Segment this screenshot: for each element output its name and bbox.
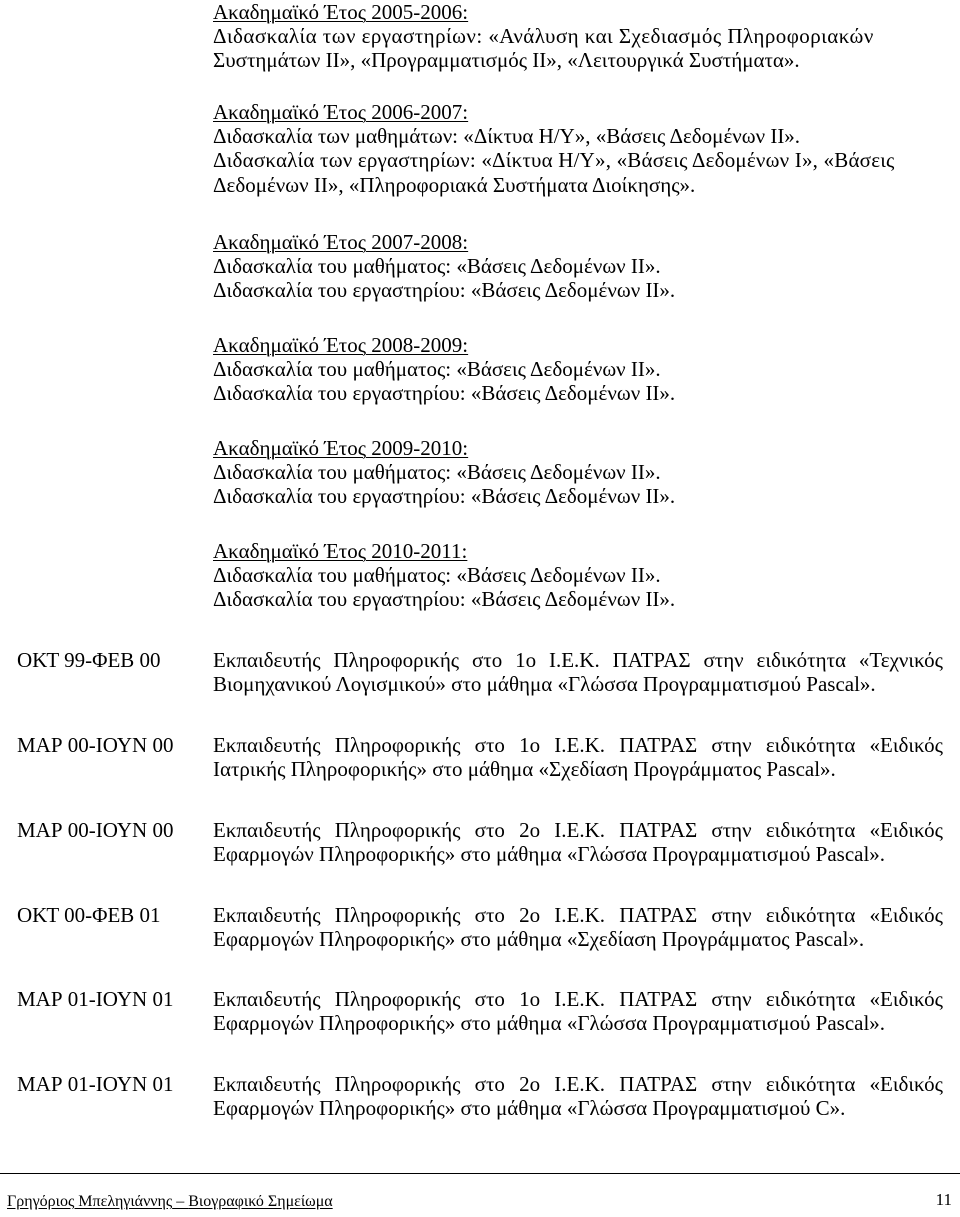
footer-separator: – — [172, 1193, 189, 1210]
entry-date: ΜΑΡ 01-ΙΟΥΝ 01 — [17, 987, 174, 1011]
entry-date: ΟΚΤ 99-ΦΕΒ 00 — [17, 648, 161, 672]
entry-text: Εκπαιδευτής Πληροφορικής στο 1ο Ι.Ε.Κ. ΠΑΤΡΑΣ στην ειδικότητα «Τεχνικός Βιομηχανικού Λογισμικού» στο μάθημα «Γλώσσα Προγραμματισμού Pascal». — [213, 648, 943, 697]
year-line: Διδασκαλία του μαθήματος: «Βάσεις Δεδομένων ΙΙ». — [213, 460, 661, 485]
year-line: Συστημάτων ΙΙ», «Προγραμματισμός ΙΙ», «Λειτουργικά Συστήματα». — [213, 48, 800, 73]
year-line: Διδασκαλία του εργαστηρίου: «Βάσεις Δεδομένων ΙΙ». — [213, 381, 676, 406]
year-heading: Ακαδημαϊκό Έτος 2008-2009: — [213, 333, 469, 357]
entry-text: Εκπαιδευτής Πληροφορικής στο 2ο Ι.Ε.Κ. ΠΑΤΡΑΣ στην ειδικότητα «Ειδικός Εφαρμογών Πληροφορικής» στο μάθημα «Γλώσσα Προγραμματισμού Pascal». — [213, 818, 943, 867]
entry-text: Εκπαιδευτής Πληροφορικής στο 2ο Ι.Ε.Κ. ΠΑΤΡΑΣ στην ειδικότητα «Ειδικός Εφαρμογών Πληροφορικής» στο μάθημα «Γλώσσα Προγραμματισμού C». — [213, 1072, 943, 1121]
footer-author: Γρηγόριος Μπεληγιάννης — [7, 1193, 173, 1210]
year-line: Διδασκαλία του εργαστηρίου: «Βάσεις Δεδομένων ΙΙ». — [213, 484, 676, 509]
year-line: Διδασκαλία των εργαστηρίων: «Δίκτυα Η/Υ», «Βάσεις Δεδομένων Ι», «Βάσεις — [213, 148, 895, 173]
year-block-2008-2009 — [213, 333, 948, 406]
footer-caption — [7, 1192, 333, 1212]
year-line: Διδασκαλία του εργαστηρίου: «Βάσεις Δεδομένων ΙΙ». — [213, 278, 676, 303]
entry-date: ΜΑΡ 01-ΙΟΥΝ 01 — [17, 1072, 174, 1096]
year-block-2005-2006 — [213, 0, 948, 73]
page-number: 11 — [935, 1190, 952, 1209]
year-heading: Ακαδημαϊκό Έτος 2005-2006: — [213, 0, 469, 24]
entry-date: ΟΚΤ 00-ΦΕΒ 01 — [17, 903, 161, 927]
year-line: Διδασκαλία του μαθήματος: «Βάσεις Δεδομένων ΙΙ». — [213, 254, 661, 279]
year-block-2007-2008 — [213, 230, 948, 303]
year-line: Διδασκαλία του μαθήματος: «Βάσεις Δεδομένων ΙΙ». — [213, 357, 661, 382]
year-line: Διδασκαλία του εργαστηρίου: «Βάσεις Δεδομένων ΙΙ». — [213, 587, 676, 612]
year-heading: Ακαδημαϊκό Έτος 2006-2007: — [213, 100, 469, 124]
footer-doc-title: Βιογραφικό Σημείωμα — [188, 1193, 333, 1210]
entry-date: ΜΑΡ 00-ΙΟΥΝ 00 — [17, 818, 174, 842]
year-block-2010-2011 — [213, 539, 948, 612]
year-line: Δεδομένων ΙΙ», «Πληροφοριακά Συστήματα Διοίκησης». — [213, 172, 696, 197]
year-heading: Ακαδημαϊκό Έτος 2009-2010: — [213, 436, 469, 460]
year-heading: Ακαδημαϊκό Έτος 2007-2008: — [213, 230, 469, 254]
entry-date: ΜΑΡ 00-ΙΟΥΝ 00 — [17, 733, 174, 757]
year-block-2009-2010 — [213, 436, 948, 509]
footer-divider — [0, 1173, 960, 1174]
entry-text: Εκπαιδευτής Πληροφορικής στο 1ο Ι.Ε.Κ. ΠΑΤΡΑΣ στην ειδικότητα «Ειδικός Εφαρμογών Πληροφορικής» στο μάθημα «Γλώσσα Προγραμματισμού Pascal». — [213, 987, 943, 1036]
entry-text: Εκπαιδευτής Πληροφορικής στο 2ο Ι.Ε.Κ. ΠΑΤΡΑΣ στην ειδικότητα «Ειδικός Εφαρμογών Πληροφορικής» στο μάθημα «Σχεδίαση Προγράμματος Pascal». — [213, 903, 943, 952]
year-block-2006-2007 — [213, 100, 948, 197]
year-line: Διδασκαλία των εργαστηρίων: «Ανάλυση και Σχεδιασμός Πληροφοριακών — [213, 24, 874, 49]
year-heading: Ακαδημαϊκό Έτος 2010-2011: — [213, 539, 468, 563]
entry-text: Εκπαιδευτής Πληροφορικής στο 1ο Ι.Ε.Κ. ΠΑΤΡΑΣ στην ειδικότητα «Ειδικός Ιατρικής Πληροφορικής» στο μάθημα «Σχεδίαση Προγράμματος Pascal». — [213, 733, 943, 782]
year-line: Διδασκαλία του μαθήματος: «Βάσεις Δεδομένων ΙΙ». — [213, 563, 661, 588]
year-line: Διδασκαλία των μαθημάτων: «Δίκτυα Η/Υ», «Βάσεις Δεδομένων ΙΙ». — [213, 124, 801, 149]
